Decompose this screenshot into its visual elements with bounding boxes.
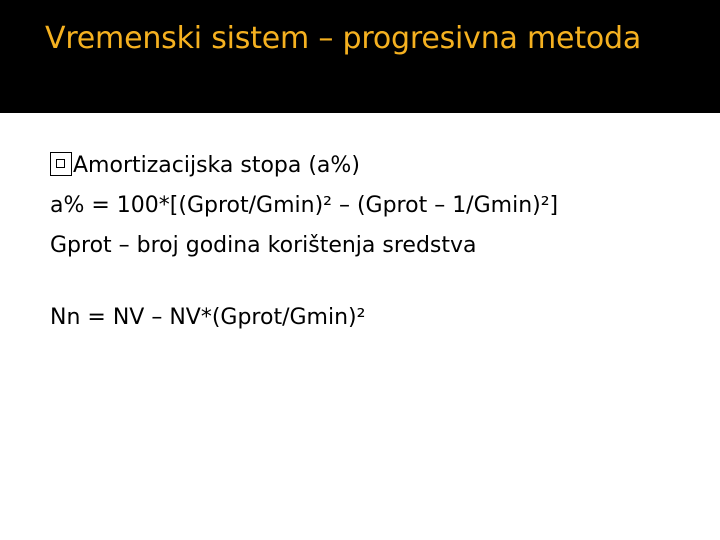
gprot-definition: Gprot – broj godina korištenja sredstva [50,233,477,258]
spacer [50,266,710,298]
missing-glyph-box-icon [50,152,72,176]
title-bar [0,0,720,113]
slide-body [50,146,710,338]
bullet-text: Amortizacijska stopa (a%) [73,153,360,178]
rate-formula: a% = 100*[(Gprot/Gmin)² – (Gprot – 1/Gmin)²] [50,193,559,218]
bullet-line [50,146,710,186]
value-formula: Nn = NV – NV*(Gprot/Gmin)² [50,305,366,330]
slide-title: Vremenski sistem – progresivna metoda [45,21,642,56]
